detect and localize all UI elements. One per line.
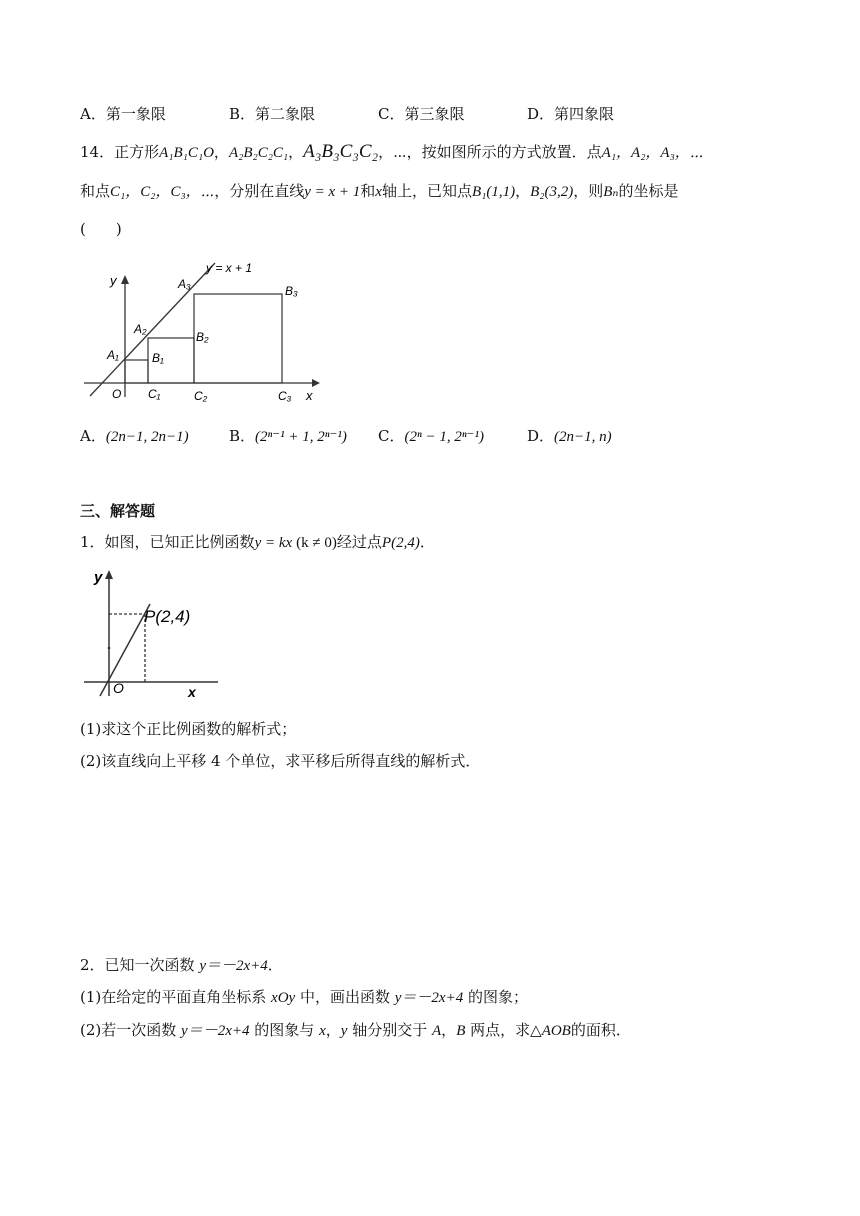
square-3: A₃B₃C₃C₂ — [303, 141, 379, 162]
label-b2: B₂ — [196, 330, 209, 344]
problem2-stem — [80, 955, 283, 976]
y-axis-arrow — [121, 275, 129, 284]
option-letter: B． — [229, 427, 256, 445]
problem1-subquestion-2: (2)该直线向上平移 4 个单位，求平移后所得直线的解析式． — [80, 752, 481, 770]
separator: ， — [213, 143, 229, 161]
problem1-figure — [84, 568, 224, 702]
q14-text: 的坐标是 — [618, 182, 679, 200]
problem2-text: 轴分别交于 — [352, 1021, 428, 1039]
label-c1: C₁ — [148, 387, 161, 401]
period: ． — [267, 956, 283, 974]
option-letter: A． — [80, 427, 106, 445]
square-a1b1c1o — [125, 360, 148, 383]
square-2: A₂B₂C₂C₁ — [228, 145, 289, 161]
label-a1: A₁ — [107, 348, 119, 362]
option-letter: D． — [527, 427, 555, 445]
question-number: 2． — [80, 956, 105, 974]
x-variable: x — [375, 184, 382, 200]
function-equation: y＝－2x+4 — [394, 990, 464, 1006]
problem1-stem — [80, 532, 435, 553]
q14-option-b — [229, 426, 378, 447]
problem2-text: (2)若一次函数 — [80, 1021, 177, 1039]
option-math: (2ⁿ − 1, 2ⁿ⁻¹) — [404, 429, 484, 445]
figure-line-label: y = x + 1 — [206, 261, 253, 275]
tick-mark — [108, 647, 111, 650]
problem2-text: 已知一次函数 — [104, 956, 195, 974]
label-c3: C₃ — [278, 389, 292, 403]
option-math: (2ⁿ⁻¹ + 1, 2ⁿ⁻¹) — [255, 429, 347, 445]
function-equation: y＝－2x+4 — [181, 1023, 250, 1039]
q14-text: 和 — [360, 182, 376, 200]
point-a: A — [432, 1023, 442, 1039]
period: ． — [419, 533, 435, 551]
option-math: (2n−1, n) — [554, 429, 612, 445]
separator: ， — [441, 1021, 457, 1039]
problem1-subquestion-1: (1)求这个正比例函数的解析式； — [80, 720, 297, 738]
label-c2: C₂ — [194, 389, 208, 403]
figure-origin-label: O — [112, 387, 122, 401]
function-equation: y = kx — [254, 535, 293, 551]
problem2-text: 两点，求△ — [470, 1021, 542, 1039]
x-axis-arrow — [312, 379, 320, 387]
label-a2: A₂ — [134, 322, 147, 336]
q14-text: 正方形 — [114, 143, 160, 161]
q13-option-b: B．第二象限 — [229, 105, 316, 123]
label-a3: A₃ — [178, 277, 191, 291]
point-b: B — [456, 1023, 466, 1039]
q14-squares-figure — [80, 255, 330, 405]
problem2-text: 的面积． — [570, 1021, 631, 1039]
q13-option-a: A．第一象限 — [80, 105, 166, 123]
figure-point-label: P(2,4) — [144, 607, 191, 626]
x-variable: x — [319, 1023, 326, 1039]
q14-option-c — [378, 426, 527, 447]
separator: ， — [288, 143, 304, 161]
problem1-text: 如图，已知正比例函数 — [104, 533, 255, 551]
separator: ， — [325, 1021, 341, 1039]
figure-origin-label: O — [113, 680, 124, 696]
square-1: A₁B₁C₁O — [159, 145, 214, 161]
point-b2: B₂(3,2) — [530, 184, 574, 200]
figure-x-label: x — [188, 684, 196, 700]
coordinate-system: xOy — [271, 990, 296, 1006]
q14-text: ，分别在直线 — [214, 182, 305, 200]
problem2-subquestion-1 — [80, 987, 528, 1008]
y-axis-arrow — [105, 570, 113, 579]
figure-y-label: y — [94, 569, 103, 586]
q14-text: ，则 — [573, 182, 604, 200]
q14-stem-line1 — [80, 142, 703, 163]
point-p: P(2,4) — [381, 535, 420, 551]
point-b1: B₁(1,1) — [471, 184, 516, 200]
problem2-subquestion-2 — [80, 1020, 631, 1041]
problem2-text: 的图象； — [468, 988, 529, 1006]
q14-text: ，⋯，按如图所示的方式放置．点 — [378, 143, 602, 161]
q14-options — [80, 426, 612, 447]
line-equation: y = x + 1 — [304, 184, 361, 200]
q14-stem-line2 — [80, 181, 679, 202]
answer-parentheses: ( ) — [80, 220, 122, 238]
function-equation: y＝－2x+4 — [199, 958, 268, 974]
q13-option-c: C．第三象限 — [378, 105, 465, 123]
separator: ， — [515, 182, 531, 200]
problem1-text: 经过点 — [336, 533, 382, 551]
question-number: 1． — [80, 533, 105, 551]
option-letter: C． — [378, 427, 405, 445]
problem2-text: 的图象与 — [254, 1021, 315, 1039]
points-c: C₁，C₂，C₃，⋯ — [110, 184, 215, 200]
label-b3: B₃ — [285, 284, 298, 298]
points-a: A₁，A₂，A₃，⋯ — [601, 145, 704, 161]
q14-option-a — [80, 426, 229, 447]
q14-text: 和点 — [80, 182, 111, 200]
option-math: (2n−1, 2n−1) — [105, 429, 189, 445]
q13-option-d: D．第四象限 — [527, 105, 615, 123]
figure-x-label: x — [306, 388, 313, 403]
figure-y-label: y — [110, 273, 117, 288]
question-number: 14． — [80, 143, 115, 161]
y-variable: y — [340, 1023, 348, 1039]
q14-text: 轴上，已知点 — [381, 182, 472, 200]
condition: (k ≠ 0) — [296, 535, 337, 551]
section-heading: 三、解答题 — [80, 502, 156, 520]
q13-options — [80, 104, 614, 124]
problem2-text: (1)在给定的平面直角坐标系 — [80, 988, 267, 1006]
triangle-aob: AOB — [541, 1023, 571, 1039]
label-b1: B₁ — [152, 351, 164, 365]
problem2-text: 中，画出函数 — [299, 988, 390, 1006]
point-bn: Bₙ — [603, 184, 619, 200]
q14-option-d — [527, 426, 612, 447]
